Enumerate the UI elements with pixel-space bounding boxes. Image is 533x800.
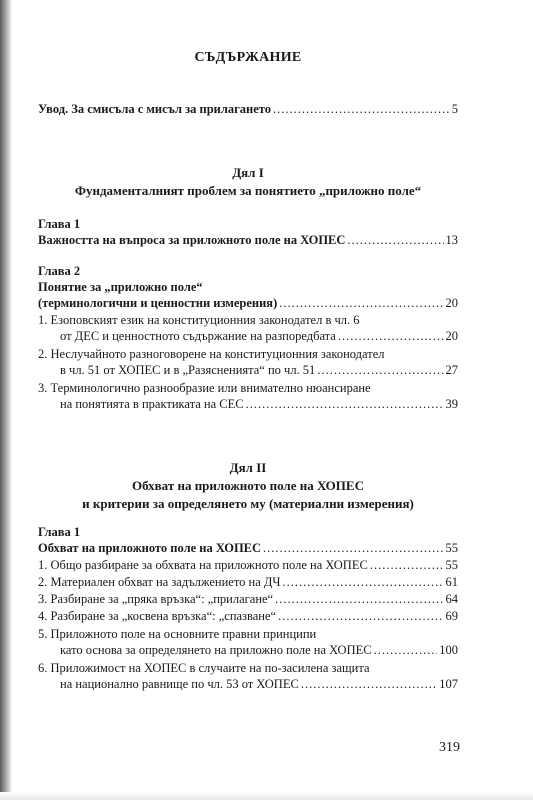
toc-entry-section[interactable] [38,574,458,590]
toc-entry-page: 5 [451,102,458,116]
leader-dots [347,232,443,248]
toc-entry-line: 1. Езоповският език на конституционния законодател в чл. 6 [38,313,360,327]
toc-entry-text: 2. Материален обхват на задължението на ДЧ [38,575,281,589]
toc-entry-text: от ДЕС и ценностното съдържание на разпоредбата [60,329,336,343]
toc-entry-section[interactable] [38,642,458,658]
page-number: 319 [439,740,460,755]
toc-entry-line: 5. Приложното поле на основните правни принципи [38,627,317,641]
chapter-title-line: Понятие за „приложно поле“ [38,280,203,294]
toc-entry-text: на национално равнище по чл. 53 от ХОПЕС [60,677,299,691]
toc-entry-text: като основа за определянето на приложно поле на ХОПЕС [60,643,372,657]
leader-dots [374,642,438,658]
toc-entry-text: Обхват на приложното поле на ХОПЕС [38,541,262,555]
toc-entry-section[interactable] [38,328,458,344]
toc-entry-text: (терминологични и ценностни измерения) [38,296,278,310]
toc-entry-line: 6. Приложимост на ХОПЕС в случаите на по-засилена защита [38,661,370,675]
leader-dots [246,396,444,412]
toc-entry-page: 61 [445,575,458,589]
leader-dots [278,608,443,624]
toc-entry-section[interactable] [38,591,458,607]
toc-entry-page: 107 [439,677,458,691]
leader-dots [338,328,444,344]
toc-entry-page: 39 [445,397,458,411]
toc-entry-chapter[interactable] [38,232,458,248]
toc-entry-text: на понятията в практиката на СЕС [60,397,244,411]
toc-entry-section[interactable] [38,362,458,378]
part-subtitle: Обхват на приложното поле на ХОПЕС [132,478,364,493]
toc-entry-page: 55 [445,558,458,572]
chapter-label: Глава 1 [38,217,81,231]
toc-entry-text: 3. Разбиране за „пряка връзка“: „прилагане“ [38,592,274,606]
toc-entry-section[interactable] [38,396,458,412]
toc-entry-page: 20 [445,329,458,343]
page-bottom-shadow [0,792,533,800]
toc-entry-page: 20 [445,296,458,310]
toc-entry-chapter[interactable] [38,540,458,556]
toc-entry-page: 27 [445,363,458,377]
part-heading: Дял II [229,460,267,475]
leader-dots [370,557,444,573]
leader-dots [273,101,450,117]
part-subtitle: и критерии за определянето му (материални измерения) [82,496,414,511]
toc-entry-text: 1. Общо разбиране за обхвата на приложното поле на ХОПЕС [38,558,368,572]
page-title: СЪДЪРЖАНИЕ [194,50,302,65]
toc-entry-text: в чл. 51 от ХОПЕС и в „Разясненията“ по чл. 51 [60,363,316,377]
toc-entry-page: 100 [439,643,458,657]
leader-dots [317,362,443,378]
toc-entry-page: 64 [445,592,458,606]
leader-dots [301,676,437,692]
toc-entry-text: 4. Разбиране за „косвена връзка“: „спазване“ [38,609,277,623]
part-heading: Дял I [232,165,264,180]
toc-entry-text: Важността на въпроса за приложното поле на ХОПЕС [38,233,346,247]
toc-entry-intro[interactable] [38,101,458,117]
toc-entry-page: 13 [445,233,458,247]
toc-entry-section[interactable] [38,608,458,624]
chapter-label: Глава 1 [38,525,81,539]
leader-dots [283,574,444,590]
leader-dots [275,591,443,607]
part-subtitle: Фундаменталният проблем за понятието „приложно поле“ [74,183,422,198]
toc-entry-page: 69 [445,609,458,623]
toc-entry-page: 55 [445,541,458,555]
chapter-label: Глава 2 [38,264,81,278]
leader-dots [263,540,443,556]
toc-entry-line: 2. Неслучайното разноговорене на конституционния законодател [38,347,385,361]
toc-entry-section[interactable] [38,676,458,692]
toc-entry-section[interactable] [38,557,458,573]
toc-entry-chapter[interactable] [38,295,458,311]
toc-entry-line: 3. Терминологично разнообразие или внимателно нюансиране [38,381,371,395]
toc-entry-text: Увод. За смисъла с мисъл за прилагането [38,102,272,116]
page-binding-shadow [0,0,12,800]
leader-dots [279,295,443,311]
